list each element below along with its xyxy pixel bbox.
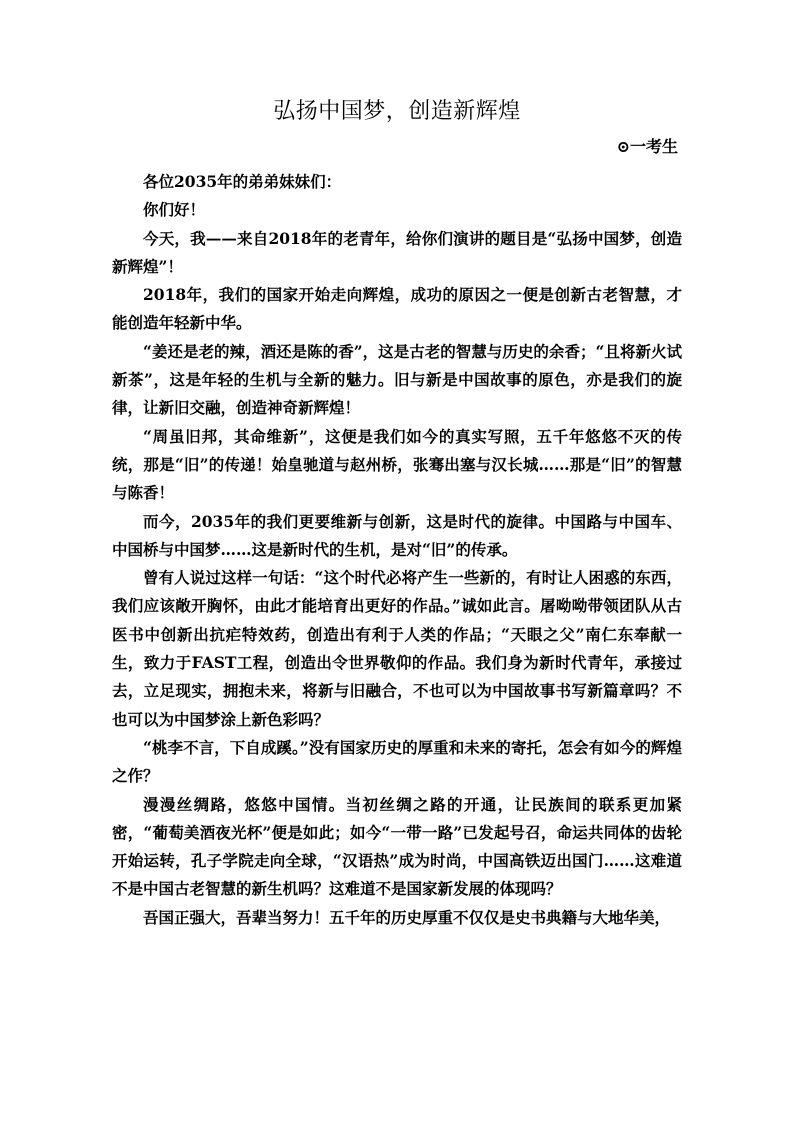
salutation: 各位2035年的弟弟妹妹们： [143,172,342,191]
paragraph: 漫漫丝绸路，悠悠中国情。当初丝绸之路的开通，让民族间的联系更加紧密，“葡萄美酒夜光杯”便是如此；如今“一带一路”已发起号召，命运共同体的齿轮开始运转，孔子学院走向全球，“汉语热”成为时尚，中国高铁迈出国门……这难道不是中国古老智慧的新生机吗？这难道不是国家新发展的体现吗？ [112,794,682,899]
article-body [112,168,682,932]
paragraph: 而今，2035年的我们更要维新与创新，这是时代的旋律。中国路与中国车、中国桥与中国梦……这是新时代的生机，是对“旧”的传承。 [112,511,682,559]
document-title: 弘扬中国梦，创造新辉煌 [273,99,521,124]
paragraph: “姜还是老的辣，酒还是陈的香”，这是古老的智慧与历史的余香；“且将新火试新茶”，这是年轻的生机与全新的魅力。旧与新是中国故事的原色，亦是我们的旋律，让新旧交融，创造神奇新辉煌！ [112,341,682,418]
author-byline: ⊙一考生 [616,137,678,156]
paragraph: 曾有人说过这样一句话：“这个时代必将产生一些新的，有时让人困惑的东西，我们应该敞开胸怀，由此才能培育出更好的作品。”诚如此言。屠呦呦带领团队从古医书中创新出抗疟特效药，创造出有利于人类的作品；“天眼之父”南仁东奉献一生，致力于FAST工程，创造出令世界敬仰的作品。我们身为新时代青年，承接过去，立足现实，拥抱未来，将新与旧融合，不也可以为中国故事书写新篇章吗？不也可以为中国梦涂上新色彩吗？ [112,568,682,729]
paragraph: 2018年，我们的国家开始走向辉煌，成功的原因之一便是创新古老智慧，才能创造年轻新中华。 [112,285,682,333]
paragraph: “桃李不言，下自成蹊。”没有国家历史的厚重和未来的寄托，怎会有如今的辉煌之作？ [112,737,682,786]
greeting: 你们好！ [143,200,206,220]
paragraph: 吾国正强大，吾辈当努力！五千年的历史厚重不仅仅是史书典籍与大地华美， [143,907,671,927]
paragraph: “周虽旧邦，其命维新”，这便是我们如今的真实写照，五千年悠悠不灭的传统，那是“旧”的传递！始皇驰道与赵州桥，张骞出塞与汉长城……那是“旧”的智慧与陈香！ [112,426,682,503]
paragraph: 今天，我——来自2018年的老青年，给你们演讲的题目是“弘扬中国梦，创造新辉煌”！ [112,228,682,276]
